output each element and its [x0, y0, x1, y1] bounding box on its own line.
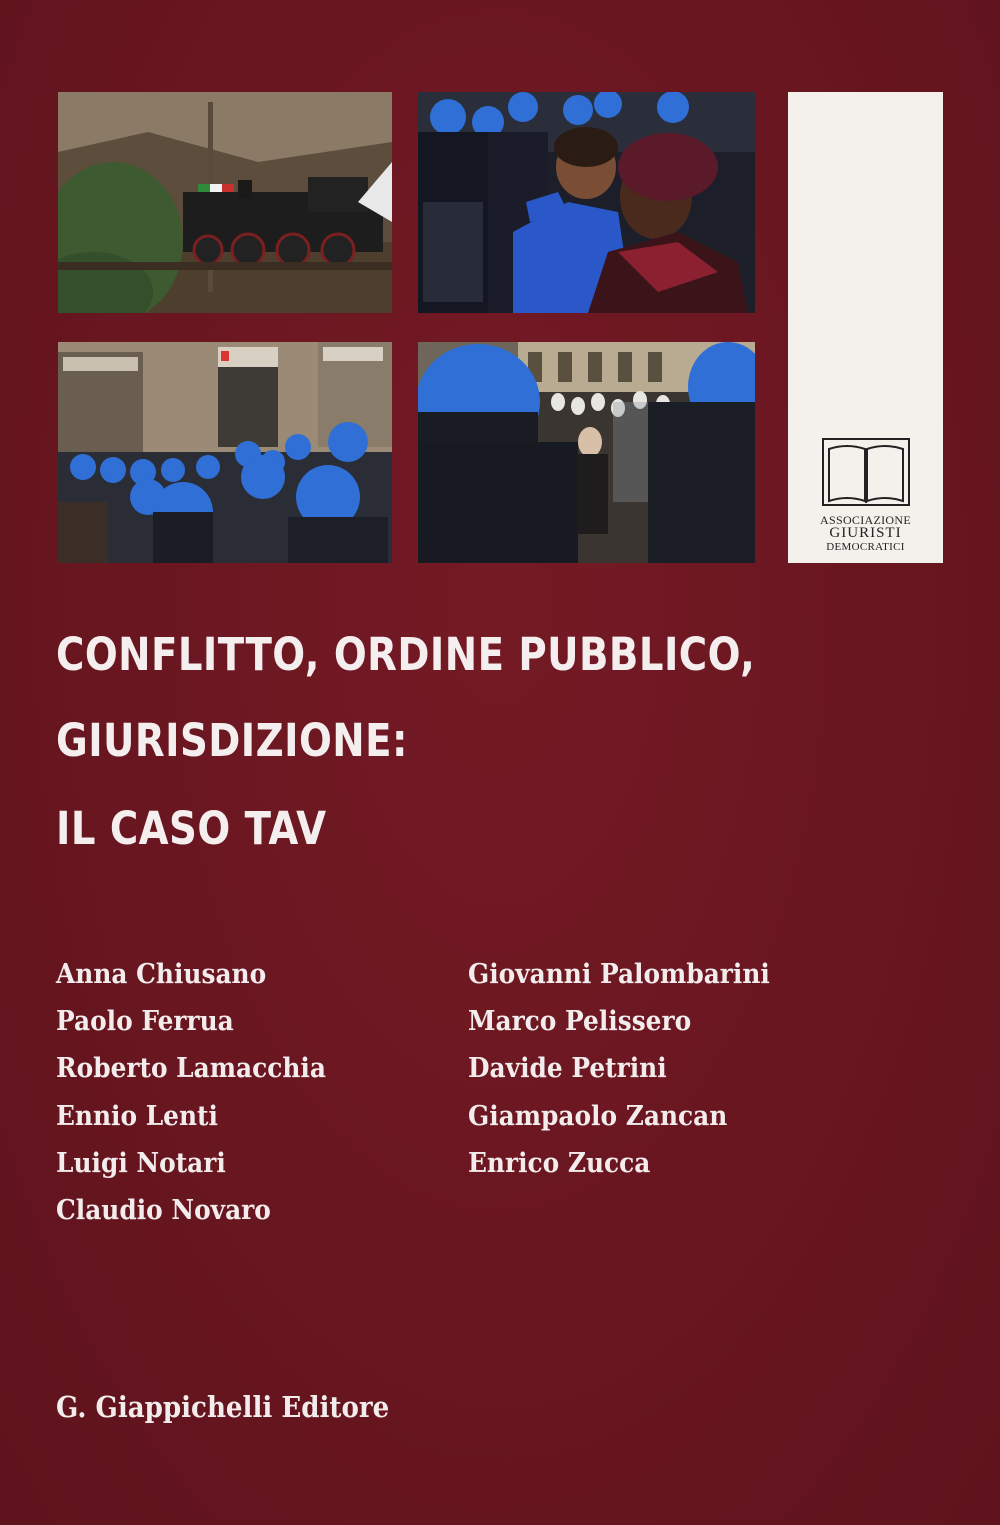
logo-panel — [788, 92, 943, 563]
author-name: Roberto Lamacchia — [56, 1053, 326, 1085]
author-name: Claudio Novaro — [56, 1194, 271, 1226]
photo-police-street — [58, 342, 392, 563]
title-line-1: CONFLITTO, ORDINE PUBBLICO, — [56, 628, 756, 681]
author-name: Ennio Lenti — [56, 1100, 218, 1132]
author-name: Giampaolo Zancan — [468, 1100, 728, 1132]
title-line-3: IL CASO TAV — [56, 802, 327, 855]
author-name: Anna Chiusano — [56, 959, 267, 990]
logo-text-associazione: ASSOCIAZIONE — [820, 513, 911, 527]
author-name: Marco Pelissero — [468, 1006, 692, 1038]
publisher-name: G. Giappichelli Editore — [56, 1390, 390, 1424]
author-name: Enrico Zucca — [468, 1147, 651, 1179]
title-line-2: GIURISDIZIONE: — [56, 714, 408, 767]
authors-right-column — [468, 958, 796, 1194]
photo-locomotive — [58, 92, 392, 313]
photo-child-and-police — [418, 92, 755, 313]
author-name: Giovanni Palombarini — [468, 959, 770, 990]
author-name: Luigi Notari — [56, 1147, 226, 1179]
photo-riot-police-protesters — [418, 342, 755, 563]
author-name: Paolo Ferrua — [56, 1006, 234, 1038]
logo-text-democratici: DEMOCRATICI — [826, 541, 905, 553]
logo-text-giuristi: GIURISTI — [829, 525, 902, 541]
authors-left-column — [56, 958, 349, 1241]
open-book-icon — [821, 437, 911, 509]
author-name: Davide Petrini — [468, 1053, 667, 1085]
